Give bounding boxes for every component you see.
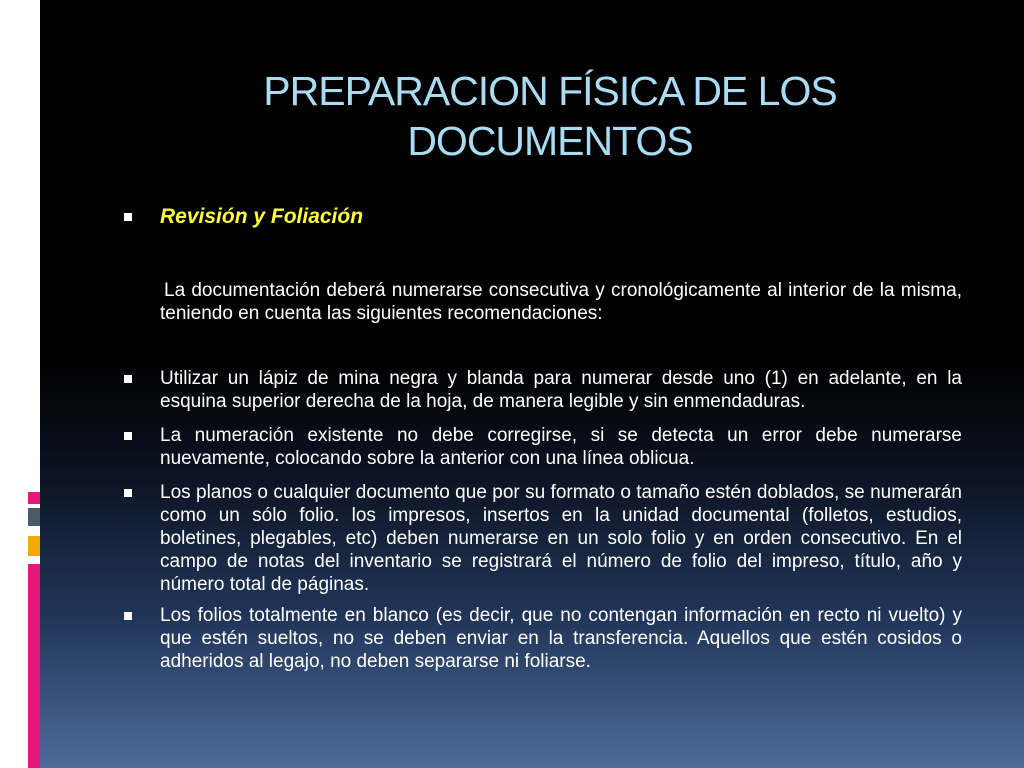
accent-pink-segment <box>28 564 40 768</box>
accent-orange-segment <box>28 536 40 556</box>
section-heading: Revisión y Foliación <box>160 205 364 228</box>
square-bullet-icon <box>124 489 132 497</box>
bullet-text: La numeración existente no debe corregirse, si se detecta un error debe numerarse nuevamente, colocando sobre la anterior con una línea oblicua. <box>160 425 962 469</box>
square-bullet-icon <box>124 432 132 440</box>
bullet-text: Utilizar un lápiz de mina negra y blanda para numerar desde uno (1) en adelante, en la esquina superior derecha de la hoja, de manera legible y sin enmendaduras. <box>160 368 962 412</box>
accent-pink-segment <box>28 492 40 504</box>
square-bullet-icon <box>124 213 132 221</box>
accent-gray-segment <box>28 508 40 526</box>
intro-paragraph: La documentación deberá numerarse consecutiva y cronológicamente al interior de la misma, teniendo en cuenta las siguientes recomendaciones: <box>160 280 962 324</box>
accent-bar <box>28 492 40 768</box>
slide-title: PREPARACION FÍSICA DE LOS DOCUMENTOS <box>263 68 837 164</box>
square-bullet-icon <box>124 612 132 620</box>
bullet-text: Los planos o cualquier documento que por su formato o tamaño estén doblados, se numerarán como un sólo folio. los impresos, insertos en la unidad documental (folletos, estudios, boletines, plegables, etc) deben numerarse en un solo folio y en orden consecutivo. En el campo de notas del inventario se registrará el número de folio del impreso, título, año y número total de páginas. <box>160 482 962 595</box>
bullet-text: Los folios totalmente en blanco (es decir, que no contengan información en recto ni vuelto) y que estén sueltos, no se deben enviar en la transferencia. Aquellos que estén cosidos o adheridos al legajo, no deben separarse ni foliarse. <box>160 605 962 672</box>
square-bullet-icon <box>124 375 132 383</box>
